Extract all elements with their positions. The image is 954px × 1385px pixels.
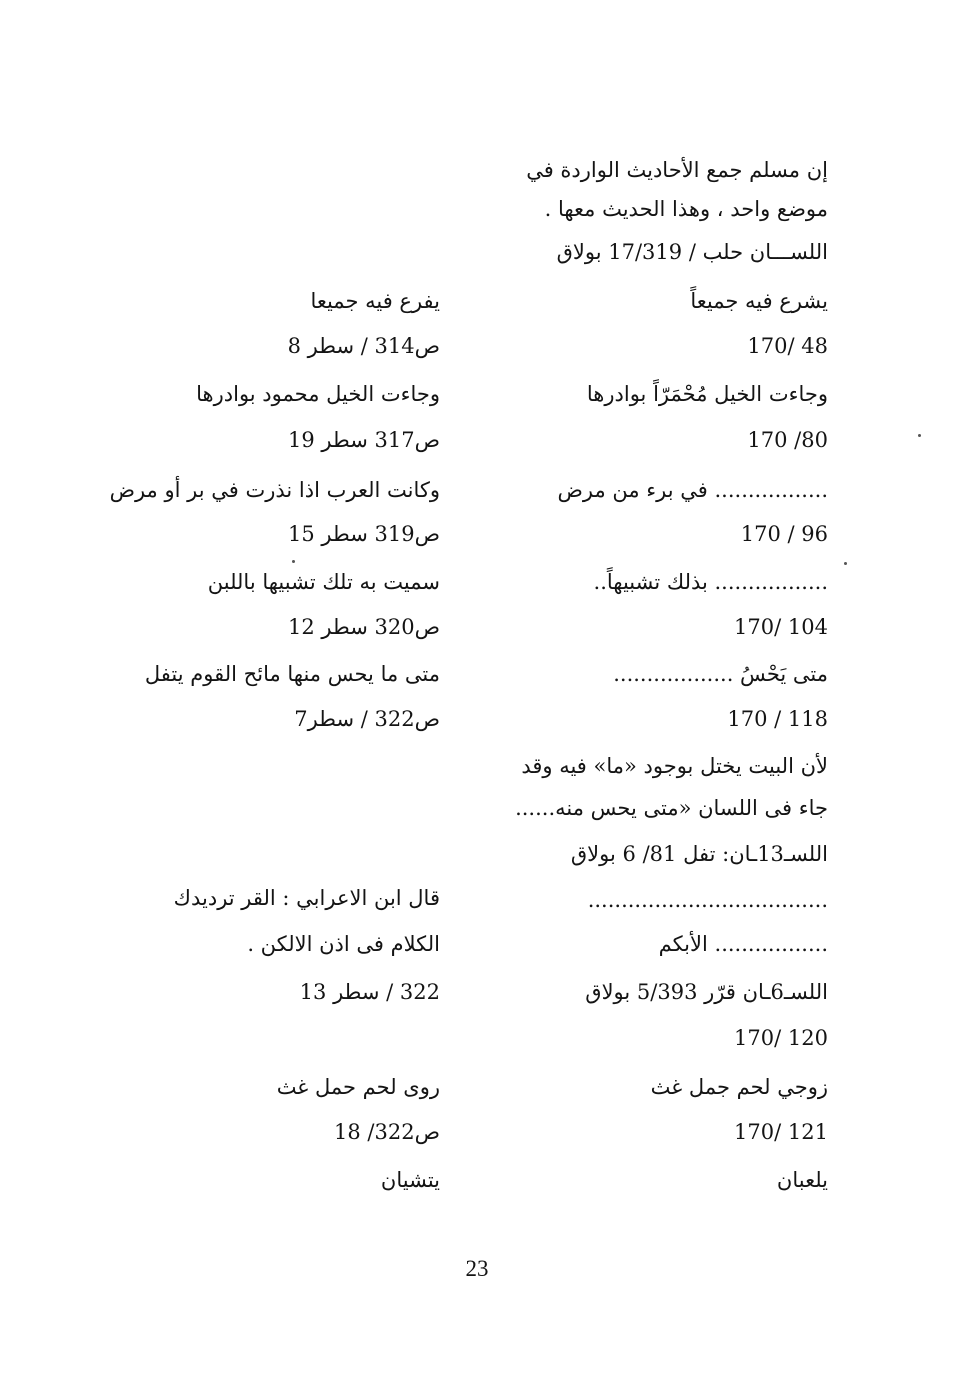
text-line: وجاءت الخيل مُحْمَرّاً بوادرها — [586, 382, 828, 406]
page-reference: ص322/ 18 — [334, 1120, 440, 1144]
dotted-line: .................................... — [587, 888, 828, 912]
text-line: الكلام فى اذن الالكن . — [247, 932, 440, 956]
page-reference: ص319 سطر 15 — [288, 522, 440, 546]
text-line: زوجي لحم جمل غث — [650, 1075, 828, 1099]
text-line: متى يَحْسُ .................. — [613, 662, 828, 686]
text-line: يشرع فيه جميعاً — [690, 289, 828, 313]
text-line: روى لحم حمل غث — [276, 1075, 440, 1099]
reference-line: اللســـان حلب / 17/319 بولاق — [556, 240, 828, 264]
page-reference: 120 /170 — [734, 1026, 828, 1050]
reference-line: اللسـ13ـان: تفل 81/ 6 بولاق — [570, 842, 828, 866]
reference-line: اللسـ6ـان قرّر 5/393 بولاق — [585, 980, 828, 1004]
page-number: 23 — [465, 1256, 489, 1281]
text-line: يتشيان — [380, 1168, 440, 1192]
text-line: متى ما يحس منها مائح القوم يتفل — [144, 662, 440, 686]
page-reference: ص322 / سطر7 — [294, 707, 440, 731]
text-line: ................. بذلك تشبيهاً.. — [593, 570, 828, 594]
text-line: يلعبان — [776, 1168, 828, 1192]
scan-speck — [844, 562, 847, 565]
page-reference: 80/ 170 — [747, 428, 828, 452]
text-line: ................. في برء من مرض — [557, 478, 828, 502]
text-line: وجاءت الخيل محمود بوادرها — [196, 382, 440, 406]
scan-speck — [292, 560, 295, 563]
page-reference: 118 / 170 — [727, 707, 828, 731]
text-line: جاء فى اللسان «متى يحس منه...... — [515, 796, 828, 820]
page-reference: ص314 / سطر 8 — [287, 334, 440, 358]
text-line: يفرع فيه جميعا — [310, 289, 440, 313]
page-reference: 48 /170 — [747, 334, 828, 358]
page-reference: 322 / سطر 13 — [299, 980, 440, 1004]
scan-speck — [918, 434, 921, 437]
page-reference: 96 / 170 — [740, 522, 828, 546]
text-line: ................. الأبكم — [658, 932, 828, 956]
text-line: إن مسلم جمع الأحاديث الواردة في — [526, 158, 828, 182]
text-line: موضع واحد ، وهذا الحديث معها . — [544, 197, 828, 221]
text-line: قال ابن الاعرابي : القر ترديدك — [173, 886, 440, 910]
text-line: سميت به تلك تشبيها باللبن — [207, 570, 440, 594]
text-line: وكانت العرب اذا نذرت في بر أو مرض — [109, 478, 440, 502]
page-reference: 104 /170 — [734, 615, 828, 639]
text-line: لأن البيت يختل بوجود «ما» فيه وقد — [521, 754, 828, 778]
page-reference: 121 /170 — [734, 1120, 828, 1144]
page-reference: ص317 سطر 19 — [288, 428, 440, 452]
page-reference: ص320 سطر 12 — [288, 615, 440, 639]
